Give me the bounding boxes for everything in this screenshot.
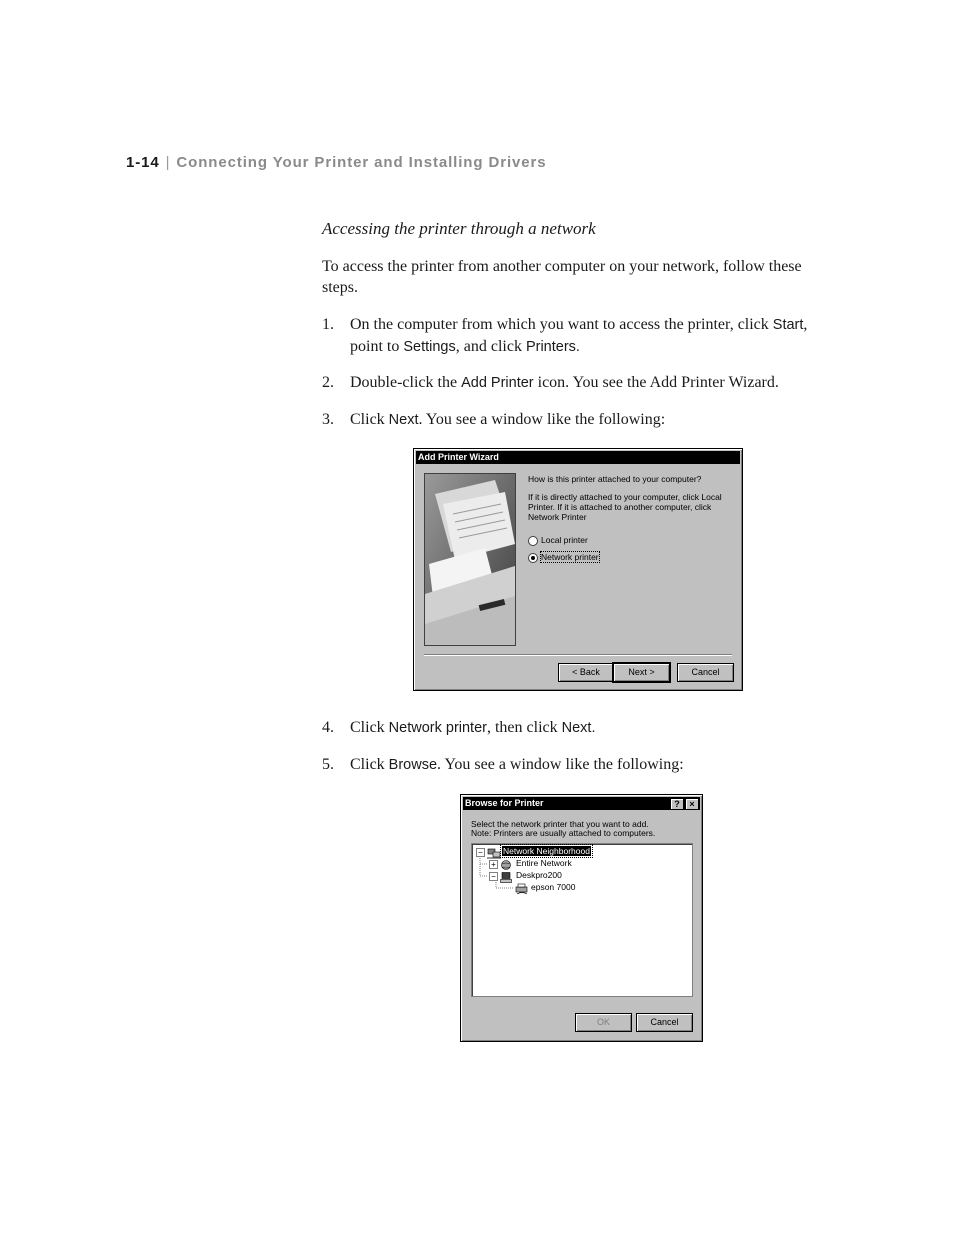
intro-paragraph: To access the printer from another computer on your network, follow these steps. — [322, 258, 802, 296]
step-number: 1. — [322, 316, 334, 333]
browse-title-bar — [463, 797, 700, 810]
step-3 — [322, 409, 832, 431]
step-text: Click Network printer, then click Next. — [350, 719, 596, 736]
wizard-instructions: If it is directly attached to your computer, click Local Printer. If it is attached to another computer, click Network Printer — [528, 492, 722, 522]
network-neighborhood-icon — [487, 846, 501, 857]
step-text: Double-click the Add Printer icon. You see the Add Printer Wizard. — [350, 374, 779, 391]
browse-instruction-1: Select the network printer that you want to add. — [471, 819, 649, 829]
collapse-computer-icon[interactable]: − — [489, 872, 498, 881]
tree-item-network-neighborhood[interactable]: Network Neighborhood — [503, 846, 590, 856]
browse-instruction-2: Note: Printers are usually attached to computers. — [471, 828, 656, 838]
close-icon[interactable]: × — [685, 798, 699, 810]
browse-cancel-button[interactable]: Cancel — [636, 1013, 693, 1032]
ui-term-network-printer: Network printer — [388, 720, 487, 736]
browse-for-printer-dialog — [460, 794, 703, 1042]
printer-tree-view[interactable] — [471, 843, 693, 997]
printer-illustration — [424, 473, 516, 646]
next-button[interactable]: Next > — [613, 663, 670, 682]
step-text: Click Browse. You see a window like the following: — [350, 756, 684, 773]
step-1 — [322, 314, 832, 358]
local-printer-label: Local printer — [541, 535, 588, 545]
step-number: 4. — [322, 719, 334, 736]
network-printer-label: Network printer — [541, 552, 599, 562]
ui-term-browse: Browse — [388, 757, 438, 773]
printer-icon — [515, 882, 529, 894]
step-number: 2. — [322, 374, 334, 391]
back-button[interactable]: < Back — [558, 663, 614, 682]
tree-item-computer[interactable]: Deskpro200 — [516, 870, 562, 880]
ui-term-add-printer: Add Printer — [461, 375, 534, 391]
ui-term-printers: Printers. — [525, 339, 580, 355]
computer-icon — [500, 870, 512, 881]
ui-term-next: Next. — [561, 720, 596, 736]
local-printer-radio[interactable] — [528, 536, 538, 546]
step-number: 5. — [322, 756, 334, 773]
step-text: Click Next. You see a window like the following: — [350, 411, 666, 428]
expand-entire-network-icon[interactable]: + — [489, 860, 498, 869]
collapse-root-icon[interactable]: − — [476, 848, 485, 857]
help-icon[interactable]: ? — [670, 798, 684, 810]
local-printer-option[interactable] — [528, 535, 678, 547]
wizard-divider — [424, 654, 732, 656]
wizard-question: How is this printer attached to your computer? — [528, 474, 702, 484]
ui-term-start: Start — [772, 317, 804, 333]
step-5 — [322, 754, 832, 776]
step-2 — [322, 372, 832, 394]
header-separator: | — [165, 154, 171, 171]
wizard-title: Add Printer Wizard — [416, 451, 740, 464]
entire-network-icon — [500, 858, 512, 869]
add-printer-wizard-dialog — [413, 448, 743, 691]
ui-term-settings: Settings — [403, 339, 456, 355]
chapter-title: Connecting Your Printer and Installing Drivers — [176, 154, 547, 171]
page-number: 1-14 — [126, 154, 160, 171]
ok-button[interactable]: OK — [575, 1013, 632, 1032]
network-printer-option[interactable] — [528, 552, 678, 564]
section-subheading: Accessing the printer through a network — [322, 219, 596, 238]
running-header — [126, 154, 547, 171]
cancel-button[interactable]: Cancel — [677, 663, 734, 682]
step-4 — [322, 717, 832, 739]
ui-term-next: Next — [388, 412, 419, 428]
network-printer-radio[interactable] — [528, 553, 538, 563]
tree-item-entire-network[interactable]: Entire Network — [516, 858, 572, 868]
browse-title: Browse for Printer — [465, 798, 544, 808]
tree-item-printer[interactable]: epson 7000 — [531, 882, 576, 892]
printer-illustration-graphic — [425, 474, 515, 645]
step-number: 3. — [322, 411, 334, 428]
step-text: On the computer from which you want to access the printer, click Start, point to Settings, and click Printers. — [350, 316, 808, 355]
